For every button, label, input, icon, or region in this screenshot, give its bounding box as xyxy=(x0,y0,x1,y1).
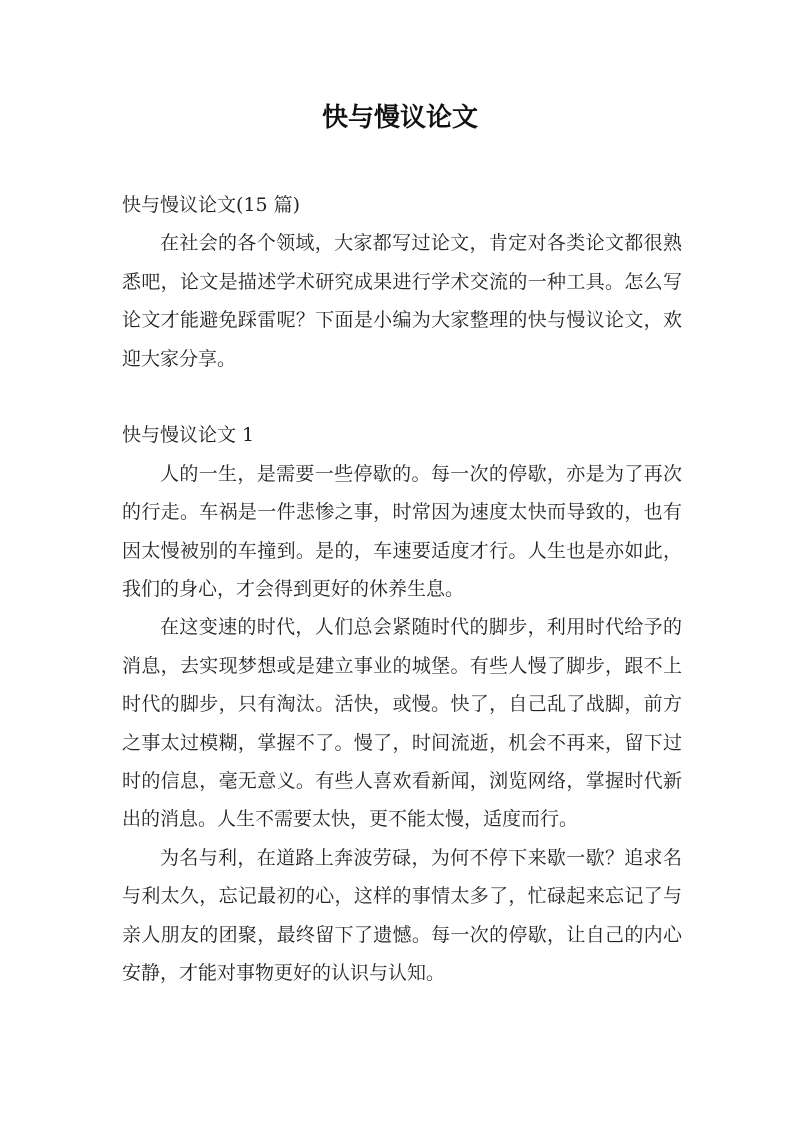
blank-line xyxy=(122,378,682,416)
document-subtitle: 快与慢议论文(15 篇) xyxy=(122,194,301,216)
document-body xyxy=(122,186,682,993)
intro-paragraph: 在社会的各个领域，大家都写过论文，肯定对各类论文都很熟悉吧，论文是描述学术研究成果进行学术交流的一种工具。怎么写论文才能避免踩雷呢？下面是小编为大家整理的快与慢议论文，欢迎大家分享。 xyxy=(122,232,682,370)
document-title: 快与慢议论文 xyxy=(321,103,478,133)
body-paragraph-3: 为名与利，在道路上奔波劳碌，为何不停下来歇一歇？追求名与利太久，忘记最初的心，这样的事情太多了，忙碌起来忘记了与亲人朋友的团聚，最终留下了遗憾。每一次的停歇，让自己的内心安静，才能对事物更好的认识与认知。 xyxy=(122,846,682,985)
body-paragraph-2: 在这变速的时代，人们总会紧随时代的脚步，利用时代给予的消息，去实现梦想或是建立事业的城堡。有些人慢了脚步，跟不上时代的脚步，只有淘汰。活快，或慢。快了，自己乱了战脚，前方之事太过模糊，掌握不了。慢了，时间流逝，机会不再来，留下过时的信息，毫无意义。有些人喜欢看新闻，浏览网络，掌握时代新出的消息。人生不需要太快，更不能太慢，适度而行。 xyxy=(122,616,682,831)
section-heading: 快与慢议论文 1 xyxy=(122,424,255,447)
body-paragraph-1: 人的一生，是需要一些停歇的。每一次的停歇，亦是为了再次的行走。车祸是一件悲惨之事，时常因为速度太快而导致的，也有因太慢被别的车撞到。是的，车速要适度才行。人生也是亦如此，我们的身心，才会得到更好的休养生息。 xyxy=(122,462,682,601)
